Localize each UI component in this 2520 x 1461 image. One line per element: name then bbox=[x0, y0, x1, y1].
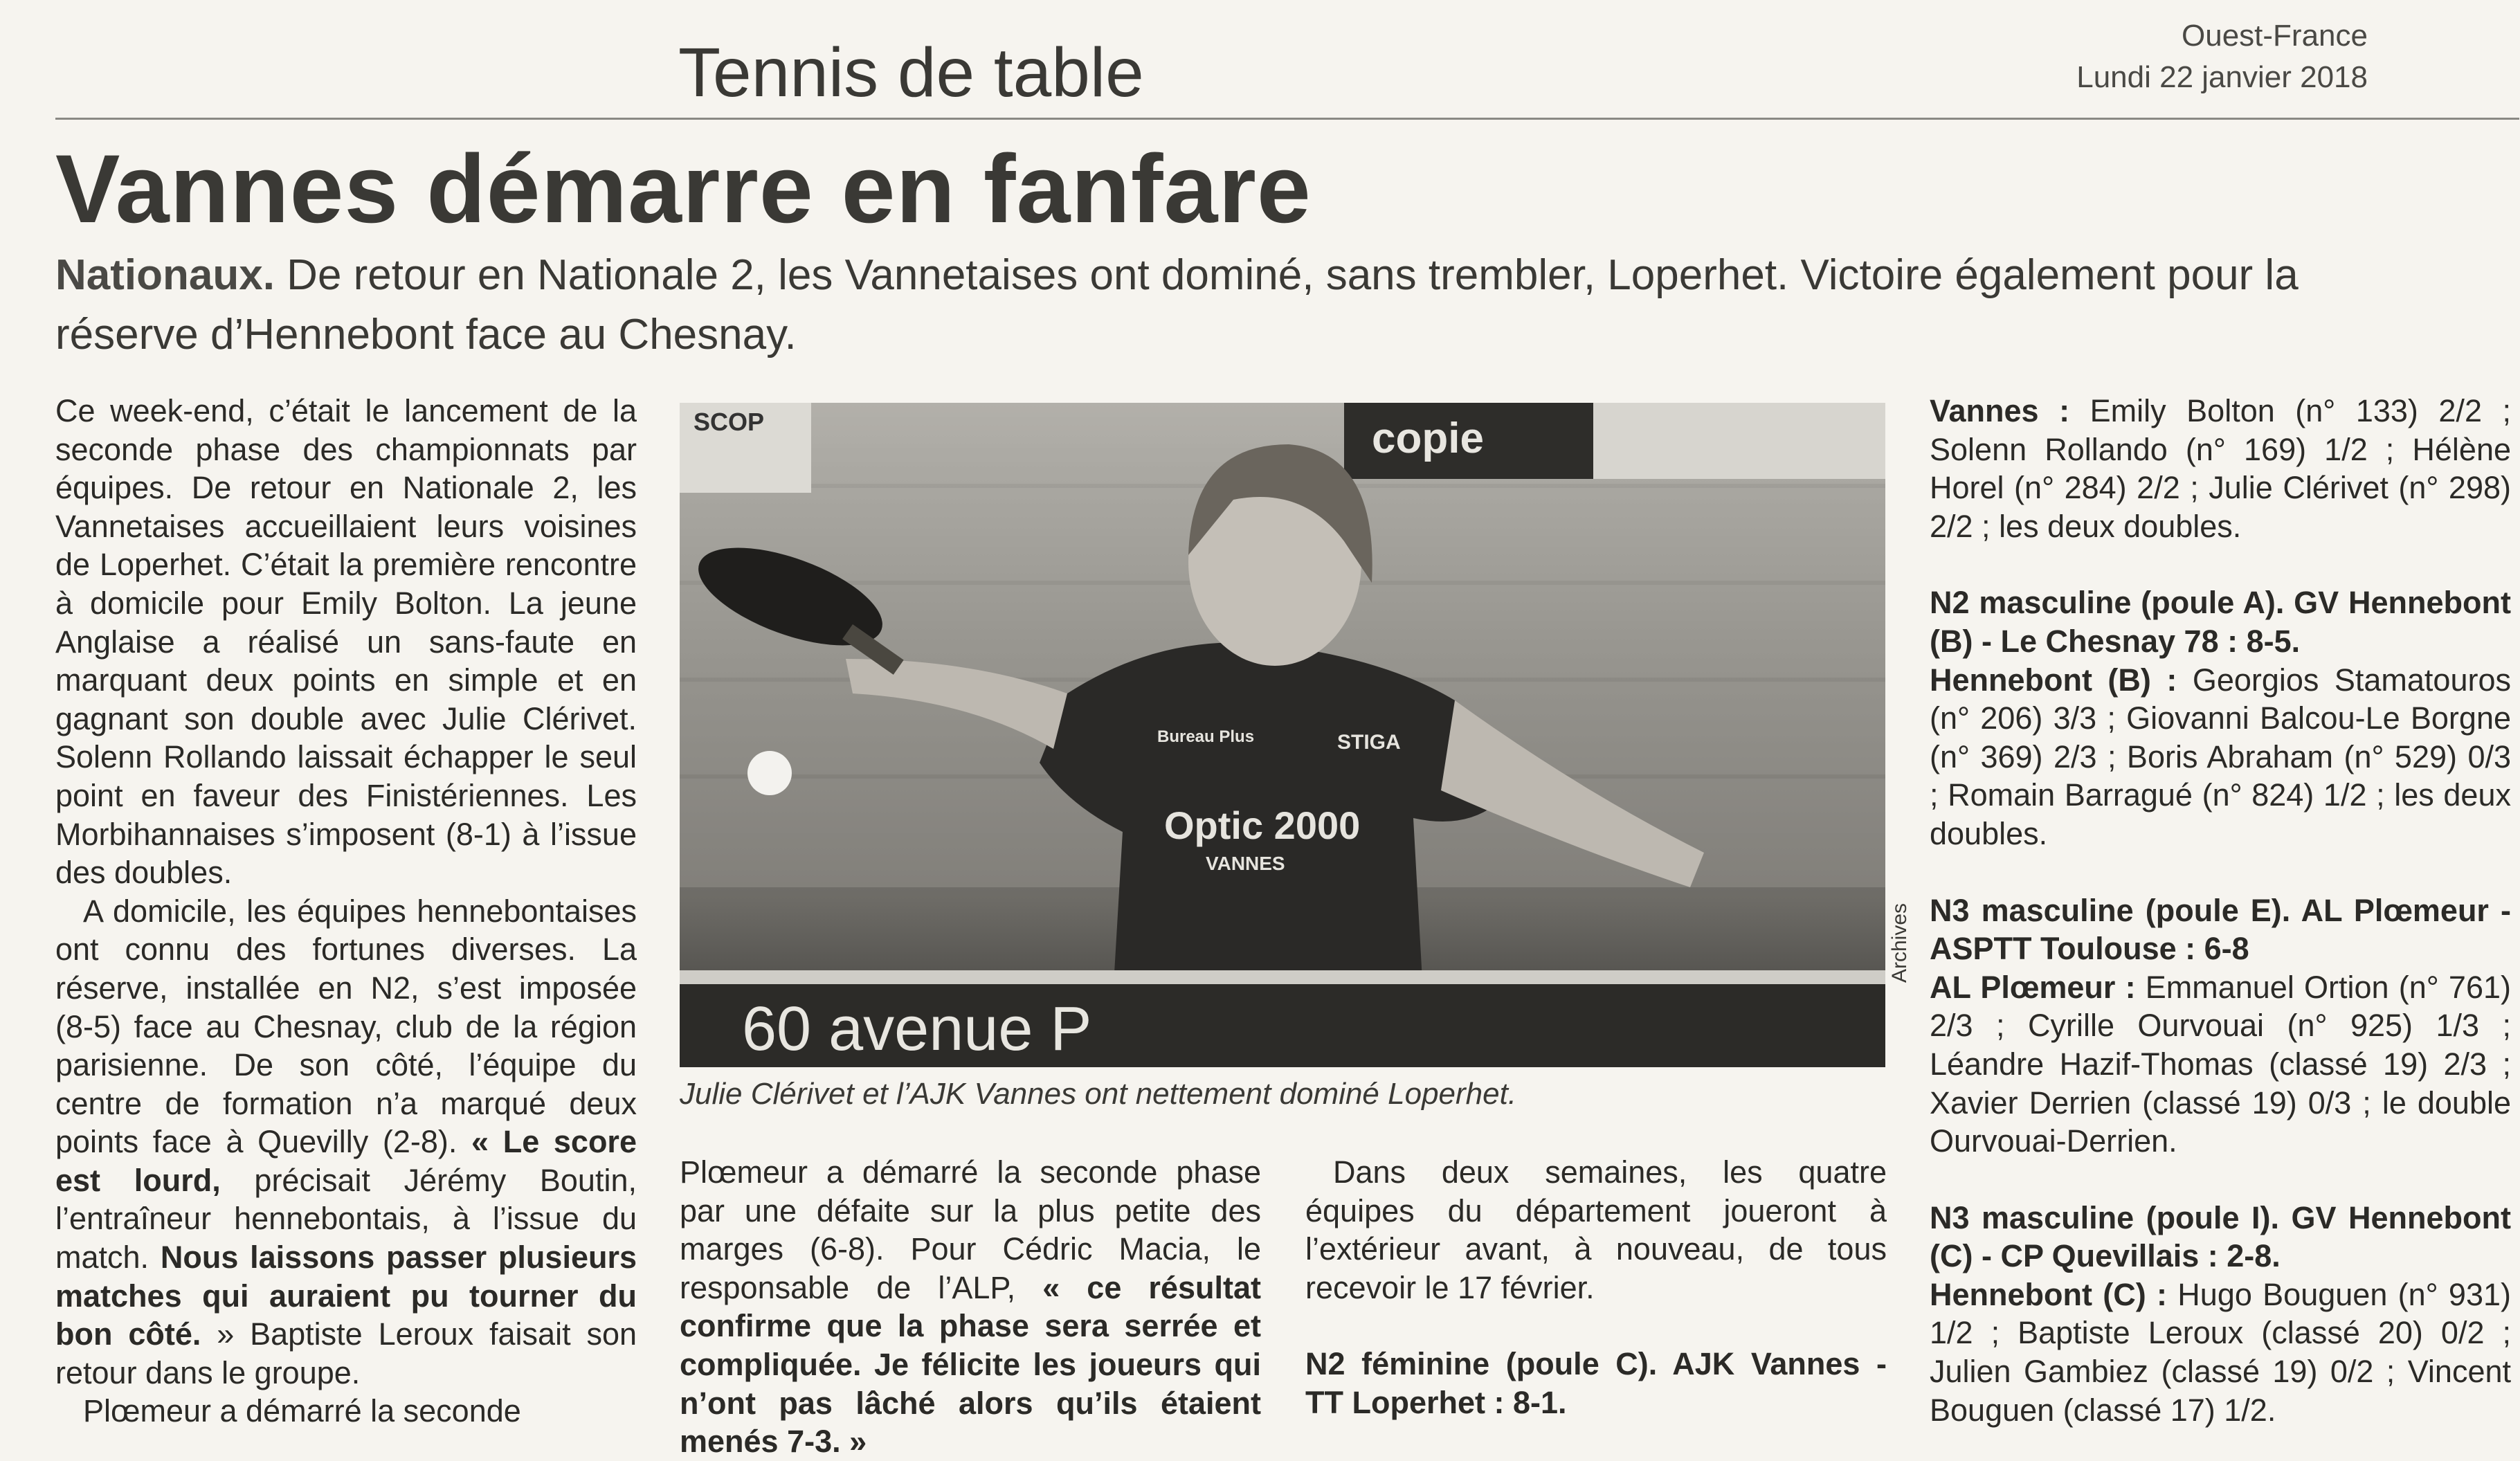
article-column-1 bbox=[55, 392, 637, 1431]
article-paragraph-3-start: Plœmeur a démarré la seconde bbox=[83, 1393, 521, 1429]
article-paragraph-4: Dans deux semaines, les quatre équipes du département joueront à l’extérieur avant, à nouveau, de tous recevoir le 17 février. bbox=[1305, 1154, 1887, 1305]
result-block-3: N3 masculine (poule E). AL Plœmeur - ASPTT Toulouse : 6-8 AL Plœmeur : Emmanuel Ortion (n° 761) 2/3 ; Cyrille Ourvouai (n° 925) 1/3 ; Léandre Hazif-Thomas (classé 19) 2/3 ; Xavier Derrien (classé 19) 0/3 ; le double Ourvouai-Derrien. bbox=[1930, 892, 2511, 1159]
results-column bbox=[1930, 392, 2511, 1429]
svg-text:STIGA: STIGA bbox=[1337, 731, 1401, 754]
headline: Vannes démarre en fanfare bbox=[55, 134, 1312, 243]
standfirst-lead: Nationaux. bbox=[55, 251, 275, 299]
svg-text:copie: copie bbox=[1372, 415, 1484, 462]
svg-text:Bureau Plus: Bureau Plus bbox=[1157, 727, 1255, 746]
quote-boutin-2: Nous laissons passer plusieurs matches qui auraient pu tourner du bon côté. bbox=[55, 1240, 637, 1352]
svg-text:60 avenue P: 60 avenue P bbox=[742, 995, 1092, 1064]
photo-player bbox=[680, 403, 1885, 1067]
photo-caption: Julie Clérivet et l’AJK Vannes ont nettement dominé Loperhet. bbox=[680, 1077, 1517, 1111]
article-column-3 bbox=[1305, 1153, 1887, 1422]
result-block-2: N2 masculine (poule A). GV Hennebont (B) - Le Chesnay 78 : 8-5. Hennebont (B) : Georgios Stamatouros (n° 206) 3/3 ; Giovanni Balcou-Le Borgne (n° 369) 2/3 ; Boris Abraham (n° 529) 0/3 ; Romain Barragué (n° 824) 1/2 ; les deux doubles. bbox=[1930, 585, 2511, 851]
article-paragraph-2: A domicile, les équipes hennebontaises ont connu des fortunes diverses. La réserve, installée en N2, s’est imposée (8-5) face au Chesnay, club de la région parisienne. De son côté, l’équipe du centre de formation n’a marqué deux points face à Quevilly (2-8). « Le score est lourd, précisait Jérémy Boutin, l’entraîneur hennebontais, à l’issue du match. Nous laissons passer plusieurs matches qui auraient pu tourner du bon côté. » Baptiste Leroux faisait son retour dans le groupe. bbox=[55, 893, 637, 1390]
quote-boutin-1: « Le score est lourd, bbox=[55, 1124, 637, 1198]
standfirst bbox=[55, 246, 2409, 365]
quote-macia: « ce résultat confirme que la phase sera serrée et compliquée. Je félicite les joueurs qui n’ont pas lâché alors qu’ils étaient menés 7-3. » bbox=[680, 1269, 1261, 1460]
result-detail-1: Vannes : Emily Bolton (n° 133) 2/2 ; Solenn Rollando (n° 169) 1/2 ; Hélène Horel (n° 284) 2/2 ; Julie Clérivet (n° 298) 2/2 ; les deux doubles. bbox=[1930, 393, 2511, 544]
article-paragraph-3: Plœmeur a démarré la seconde phase par une défaite sur la plus petite des marges (6-8). Pour Cédric Macia, le responsable de l’ALP, « ce résultat confirme que la phase sera serrée et compliquée. Je félicite les joueurs qui n’ont pas lâché alors qu’ils étaient menés 7-3. » bbox=[680, 1154, 1261, 1460]
section-title: Tennis de table bbox=[678, 34, 1144, 111]
svg-text:Optic 2000: Optic 2000 bbox=[1164, 804, 1361, 847]
result-title-1: N2 féminine (poule C). AJK Vannes - TT Loperhet : 8-1. bbox=[1305, 1346, 1887, 1420]
result-block-4: N3 masculine (poule I). GV Hennebont (C) - CP Quevillais : 2-8. Hennebont (C) : Hugo Bouguen (n° 931) 1/2 ; Baptiste Leroux (classé 20) 0/2 ; Julien Gambiez (classé 19) 0/2 ; Vincent Bouguen (classé 17) 1/2. bbox=[1930, 1199, 2511, 1428]
svg-text:SCOP: SCOP bbox=[694, 408, 765, 436]
article-column-2 bbox=[680, 1153, 1261, 1461]
publication-info bbox=[2076, 15, 2368, 98]
svg-text:VANNES: VANNES bbox=[1206, 853, 1285, 874]
photo-credit: Archives bbox=[1888, 902, 1911, 983]
article-paragraph-1: Ce week-end, c’était le lancement de la seconde phase des championnats par équipes. De retour en Nationale 2, les Vannetaises accueillaient leurs voisines de Loperhet. C’était la première rencontre à domicile pour Emily Bolton. La jeune Anglaise a réalisé un sans-faute en marquant deux points en simple et en gagnant son double avec Julie Clérivet. Solenn Rollando laissait échapper le seul point en faveur des Finistériennes. Les Morbihannaises s’imposent (8-1) à l’issue des doubles. bbox=[55, 393, 637, 891]
standfirst-text: De retour en Nationale 2, les Vannetaises ont dominé, sans trembler, Loperhet. Victoire également pour la réserve d’Hennebont face au Chesnay. bbox=[55, 251, 2299, 359]
header-rule bbox=[55, 118, 2519, 120]
ball-icon bbox=[747, 751, 792, 795]
newspaper-name: Ouest-France bbox=[2182, 19, 2368, 53]
publication-date: Lundi 22 janvier 2018 bbox=[2076, 60, 2368, 94]
